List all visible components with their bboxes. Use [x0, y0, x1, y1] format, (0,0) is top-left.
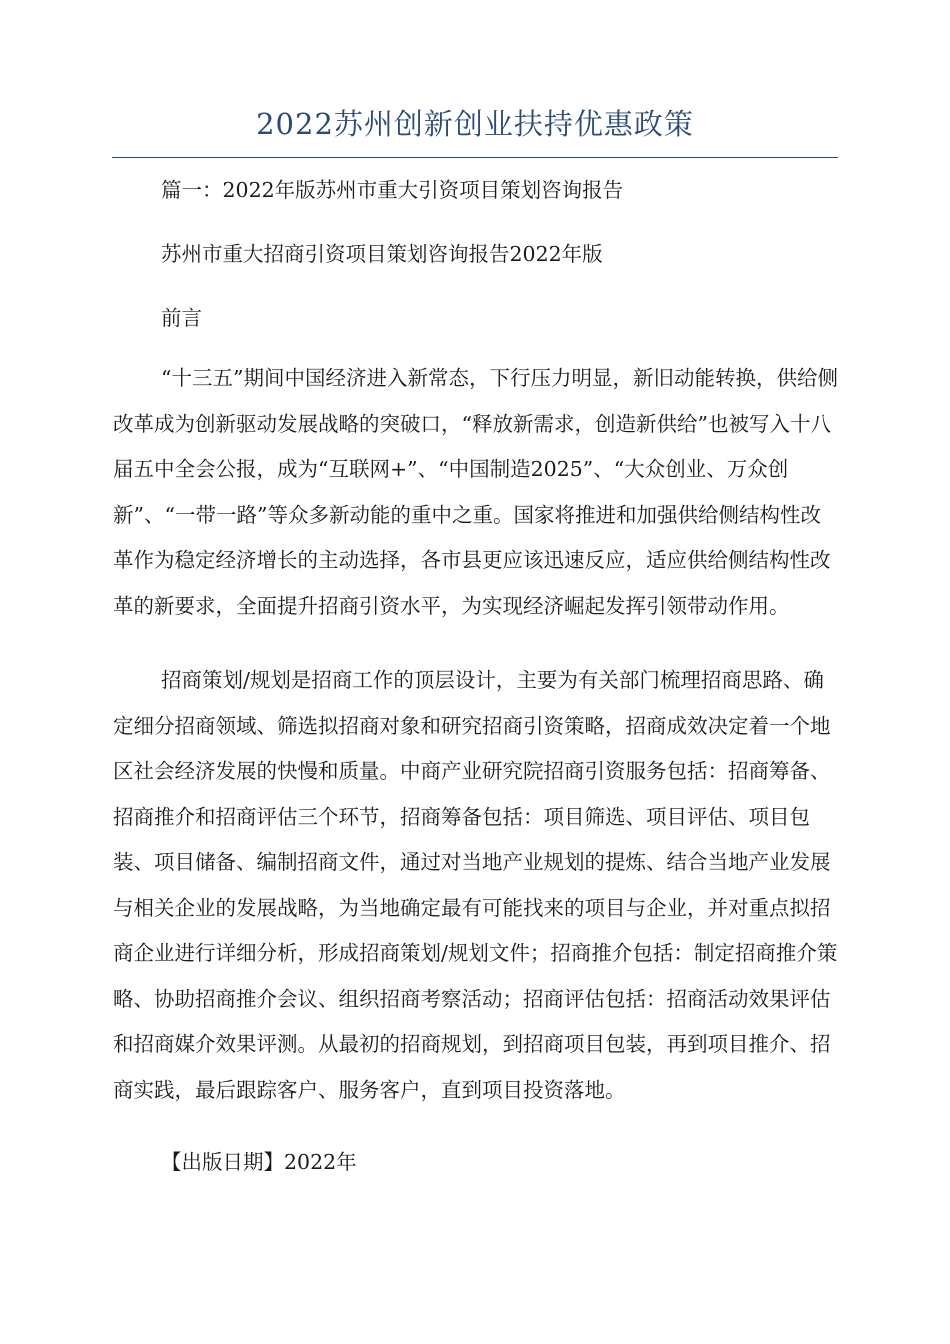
- document-title: 2022苏州创新创业扶持优惠政策: [256, 107, 694, 141]
- subtitle-line: 篇一：2022年版苏州市重大引资项目策划咨询报告: [161, 178, 624, 202]
- paragraph-1: “十三五”期间中国经济进入新常态，下行压力明显，新旧动能转换，供给侧改革成为创新驱动发展战略的突破口，“释放新需求，创造新供给”也被写入十八届五中全会公报，成为“互联网+”、“中国制造2025”、“大众创业、万众创新”、“一带一路”等众多新动能的重中之重。国家将推进和加强供给侧结构性改革作为稳定经济增长的主动选择，各市县更应该迅速反应，适应供给侧结构性改革的新要求，全面提升招商引资水平，为实现经济崛起发挥引领带动作用。: [113, 366, 838, 618]
- document-body: [113, 170, 840, 1206]
- publish-date: 【出版日期】2022年: [161, 1150, 357, 1174]
- title-divider: [112, 157, 838, 158]
- report-title: 苏州市重大招商引资项目策划咨询报告2022年版: [161, 242, 603, 266]
- paragraph-2: 招商策划/规划是招商工作的顶层设计，主要为有关部门梳理招商思路、确定细分招商领域、筛选拟招商对象和研究招商引资策略，招商成效决定着一个地区社会经济发展的快慢和质量。中商产业研究院招商引资服务包括：招商筹备、招商推介和招商评估三个环节，招商筹备包括：项目筛选、项目评估、项目包装、项目储备、编制招商文件，通过对当地产业规划的提炼、结合当地产业发展与相关企业的发展战略，为当地确定最有可能找来的项目与企业，并对重点拟招商企业进行详细分析，形成招商策划/规划文件；招商推介包括：制定招商推介策略、协助招商推介会议、组织招商考察活动；招商评估包括：招商活动效果评估和招商媒介效果评测。从最初的招商规划，到招商项目包装，再到项目推介、招商实践，最后跟踪客户、服务客户，直到项目投资落地。: [113, 668, 838, 1102]
- preface-heading: 前言: [161, 306, 202, 330]
